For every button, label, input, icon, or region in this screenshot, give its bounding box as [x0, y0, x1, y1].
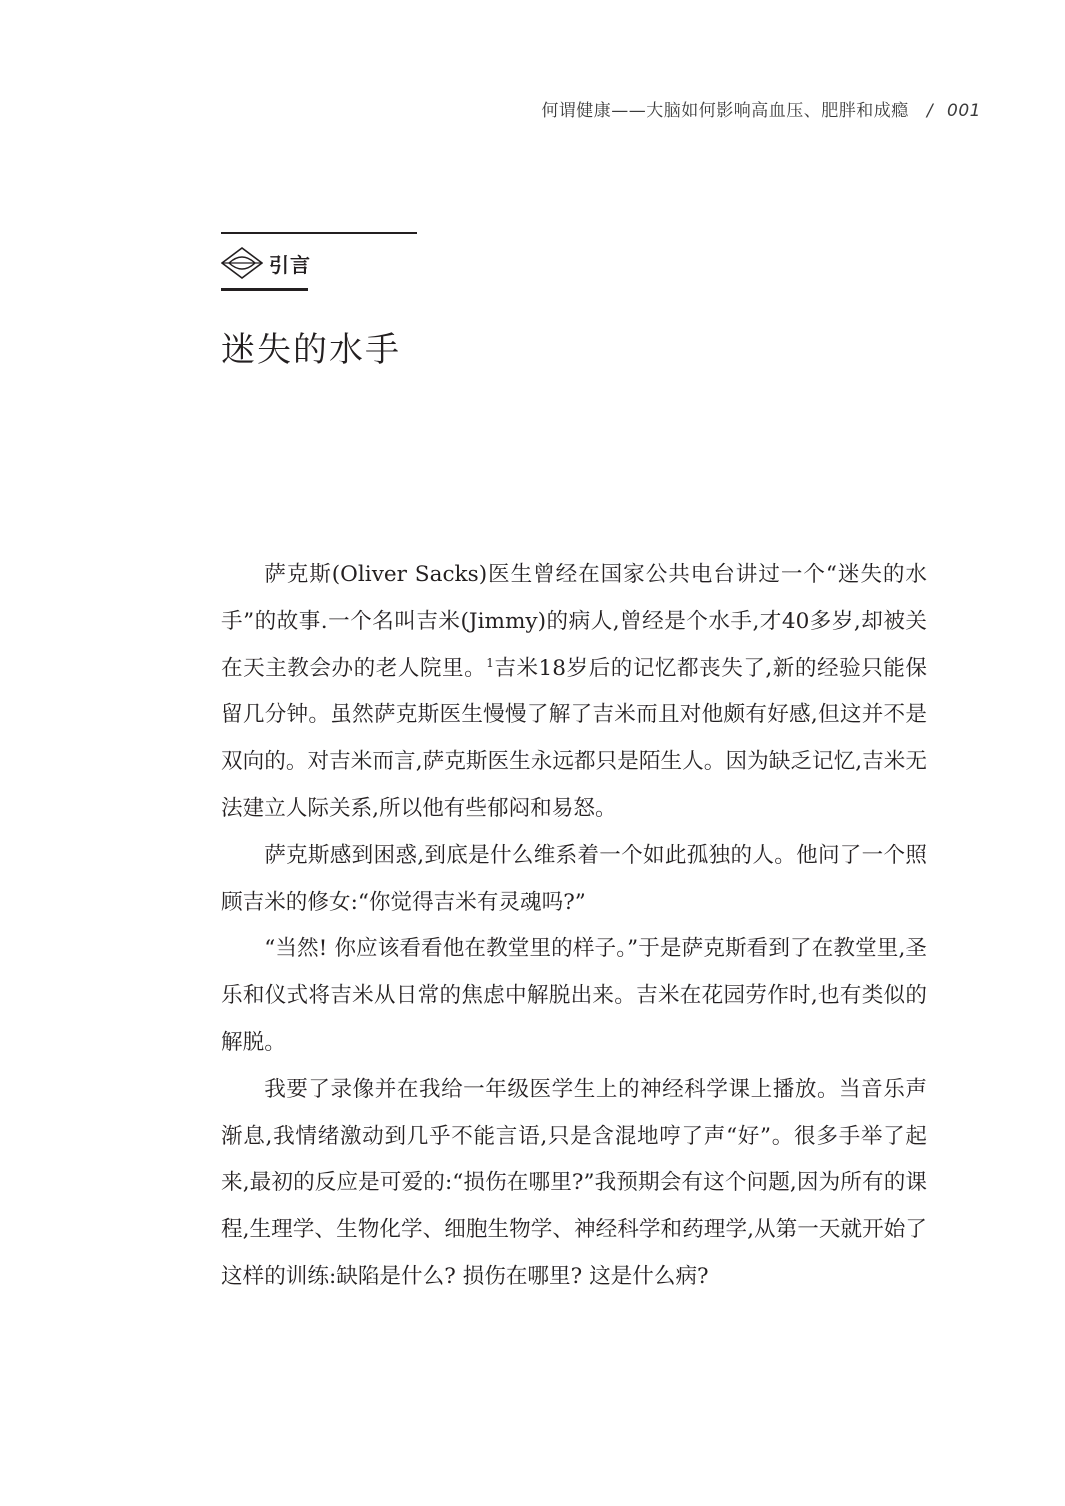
paragraph-3: “当然! 你应该看看他在教堂里的样子。”于是萨克斯看到了在教堂里,圣乐和仪式将吉米从日常的焦虑中解脱出来。吉米在花园劳作时,也有类似的解脱。 [221, 936, 927, 1055]
footnote-marker: 1 [486, 655, 494, 670]
diamond-ornament-icon [221, 246, 263, 280]
paragraph-2: 萨克斯感到困惑,到底是什么维系着一个如此孤独的人。他问了一个照顾吉米的修女:“你觉得吉米有灵魂吗?” [221, 842, 927, 915]
section-rule-top [221, 232, 417, 234]
body-text [221, 552, 927, 1301]
chapter-title: 迷失的水手 [221, 330, 401, 370]
running-header [541, 96, 981, 121]
section-label [221, 246, 311, 280]
paragraph-4: 我要了录像并在我给一年级医学生上的神经科学课上播放。当音乐声渐息,我情绪激动到几乎不能言语,只是含混地哼了声“好”。很多手举了起来,最初的反应是可爱的:“损伤在哪里?”我预期会有这个问题,因为所有的课程,生理学、生物化学、细胞生物学、神经科学和药理学,从第一天就开始了这样的训练:缺陷是什么? 损伤在哪里? 这是什么病? [221, 1076, 927, 1289]
running-header-title: 何谓健康——大脑如何影响高血压、肥胖和成瘾 [541, 101, 909, 121]
section-rule-bottom [221, 288, 308, 291]
paragraph-1-text-a: 萨克斯(Oliver Sacks)医生曾经在国家公共电台讲过一个“迷失的水手”的故事.一个名叫吉米(Jimmy)的病人,曾经是个水手,才40多岁,却被关在天主教会办的老人院里。 [221, 562, 927, 681]
page-number: 001 [947, 101, 981, 121]
section-label-text: 引言 [269, 252, 311, 277]
running-header-separator: / [926, 101, 934, 121]
paragraph-1-text-b: 吉米18岁后的记忆都丧失了,新的经验只能保留几分钟。虽然萨克斯医生慢慢了解了吉米而且对他颇有好感,但这并不是双向的。对吉米而言,萨克斯医生永远都只是陌生人。因为缺乏记忆,吉米无法建立人际关系,所以他有些郁闷和易怒。 [221, 655, 927, 821]
paragraph-1 [221, 552, 927, 833]
